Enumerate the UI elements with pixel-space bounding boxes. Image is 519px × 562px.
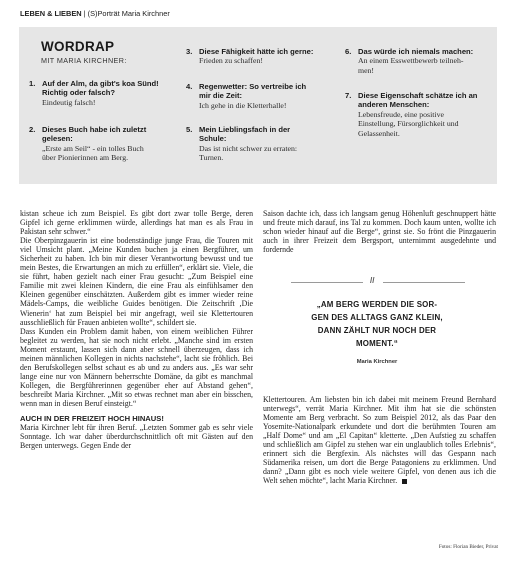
question-text: Richtig oder falsch? — [42, 88, 115, 98]
wordrap-title: WORDRAP — [41, 39, 115, 54]
body-paragraph: Dass Kunden ein Problem damit haben, von einem weiblichen Führer begleitet zu werden, hat sie noch nicht erlebt. „Manche sind im ersten Moment erstaunt, lassen sich dann aber schnell überzeugen, dass ich meinen männlichen Kollegen in nichts nachstehe“, lacht sie fröhlich. Bei den Berufskollegen selbst schaut es ab und zu anders aus. „Es war sehr lange eine nur von Männern beherrschte Domäne, da gibt es manchmal Kollegen, die Bergführerinnen gegenüber eher auf Abstand gehen“, beschreibt Maria Kirchner. „Mit so etwas rechnet man aber ein bisschen, wenn man in diesen Beruf einsteigt.“ — [20, 326, 253, 408]
question-number: 3. — [186, 47, 193, 56]
answer-text: Das ist nicht schwer zu erraten: — [199, 143, 298, 153]
question-text: Diese Eigenschaft schätze ich an — [358, 91, 478, 100]
question-text: Regenwetter: So vertreibe ich — [199, 82, 307, 91]
question-text: gelesen: — [42, 134, 73, 144]
answer-text: men! — [358, 65, 375, 75]
answer-text: Einstellung, Fürsorglichkeit und — [358, 119, 459, 129]
answer-text: Turnen. — [199, 153, 224, 163]
end-of-article-square — [402, 479, 407, 484]
pull-quote — [291, 298, 463, 350]
question-text: Schule: — [199, 134, 227, 144]
question-number: 6. — [345, 47, 352, 56]
question-1 — [29, 79, 189, 107]
section-subhead: AUCH IN DER FREIZEIT HOCH HINAUS! — [20, 414, 164, 424]
answer-text: Ich gehe in die Kletterhalle! — [199, 100, 287, 110]
question-text: Mein Lieblingsfach in der — [199, 125, 291, 134]
question-text: Auf der Alm, da gibt's koa Sünd! — [42, 79, 159, 88]
photo-credit: Fotos: Florian Bieder, Privat — [438, 544, 498, 550]
body-paragraph: kistan scheue ich zum Beispiel. Es gibt dort zwar tolle Berge, deren Gipfel ich gerne erklimmen würde, allerdings hat man es als Frau in Pakistan sehr schwer.“ — [20, 209, 253, 237]
header-separator: | — [83, 9, 86, 18]
question-text: Das würde ich niemals machen: — [358, 47, 474, 56]
question-4 — [186, 82, 346, 110]
page-header — [20, 9, 170, 18]
pull-quote-line: GEN DES ALLTAGS GANZ KLEIN, — [311, 313, 443, 322]
answer-text: „Erste am Seil“ - ein tolles Buch — [42, 143, 144, 153]
question-7 — [345, 91, 495, 138]
article-left-column — [20, 209, 253, 450]
quote-divider-right — [383, 282, 465, 283]
question-number: 7. — [345, 91, 352, 100]
question-3 — [186, 47, 346, 66]
quote-divider-left — [291, 282, 363, 283]
question-number: 5. — [186, 125, 193, 134]
question-6 — [345, 47, 495, 75]
question-number: 2. — [29, 125, 36, 134]
answer-text: Frieden zu schaffen! — [199, 56, 263, 66]
section-label: LEBEN & LIEBEN — [20, 9, 82, 18]
answer-text: An einem Esswettbewerb teilneh- — [358, 56, 464, 66]
article-right-column-top — [263, 209, 496, 254]
answer-text: Gelassenheit. — [358, 128, 400, 138]
question-text: Diese Fähigkeit hätte ich gerne: — [199, 47, 314, 56]
body-paragraph: Maria Kirchner lebt für ihren Beruf. „Letzten Sommer gab es sehr viele Sonntage. Ich war daher überdurchschnittlich oft mit Gästen auf den Bergen unterwegs. Gegen Ende der — [20, 423, 253, 451]
question-5 — [186, 125, 346, 163]
question-number: 1. — [29, 79, 36, 88]
body-paragraph: Klettertouren. Am liebsten bin ich dabei mit meinem Freund Bernhard unterwegs“, verrät Maria Kirchner. Mit ihm hat sie die schönsten Momente am Berg verbracht. So zum Beispiel 2012, als das Paar den Yosemite-Nationalpark erkundete und dort die berühmten Touren am „Half Dome“ und am „El Capitan“ kletterte. „Den Aufstieg zu schaffen und schließlich am Gipfel zu stehen war ein unglaublich tolles Erlebnis“, erinnert sich die Bergfexin. Als nächstes will das Gespann nach Südamerika reisen, um dort die Berge Patagoniens zu erklimmen. Und dann? „Dann gibt es noch viele weitere Gipfel, von denen aus ich die Welt sehen möchte“, lacht Maria Kirchner. — [263, 395, 496, 486]
body-paragraph: Die Oberpinzgauerin ist eine bodenständige junge Frau, die Touren mit viel Umsicht plant. „Meine Kunden buchen ja einen Bergführer, um Sicherheit zu haben. Ich bin mir dieser Verantwortung bewusst und tue mein Bestes, die Erwartungen an mich zu erfüllen“, erklärt sie. Viele, die sie führt, haben gezielt nach einer Frau gesucht: „Zum Beispiel eine Familie mit zwei kleinen Kindern, die eine Frau als einfühlsamer den Kleinen gegenüber einschätzten. Außerdem gibt es immer wieder reine Mädels-Camps, die weibliche Guides benötigen. Die Zeitschrift ‚Die Wienerin‘ hat zum Beispiel bei mir angefragt, weil sie Klettertouren ausschließlich für Frauen anbieten wollte“, schildert sie. — [20, 236, 253, 327]
answer-text: Lebensfreude, eine positive — [358, 109, 444, 119]
pull-quote-author: Maria Kirchner — [356, 359, 398, 365]
pull-quote-line: MOMENT.“ — [356, 339, 398, 348]
wordrap-box — [19, 27, 497, 184]
pull-quote-line: „AM BERG WERDEN DIE SOR- — [316, 300, 438, 309]
question-text: anderen Menschen: — [358, 100, 430, 110]
question-number: 4. — [186, 82, 193, 91]
answer-text: über Pionierinnen am Berg. — [42, 153, 129, 163]
question-text: mir die Zeit: — [199, 91, 243, 101]
body-paragraph: Saison dachte ich, dass ich langsam genug Höhenluft geschnuppert hätte und freute mich darauf, ins Tal zu kommen. Doch kaum unten, wollte ich schon wieder hinauf auf die Berge“, grinst sie. So frönt die Pinzgauerin auch in ihrer Freizeit dem Bergsport, unternimmt ausgedehnte und fordernde — [263, 209, 496, 255]
question-text: Dieses Buch habe ich zuletzt — [42, 125, 147, 134]
answer-text: Eindeutig falsch! — [42, 97, 96, 107]
question-2 — [29, 125, 189, 163]
quote-mark: // — [370, 276, 375, 285]
pull-quote-line: DANN ZÄHLT NUR NOCH DER — [317, 326, 437, 335]
header-subtitle: (S)Porträt Maria Kirchner — [87, 9, 170, 18]
article-right-column-bottom — [263, 395, 496, 485]
wordrap-subtitle: MIT MARIA KIRCHNER: — [41, 56, 127, 65]
